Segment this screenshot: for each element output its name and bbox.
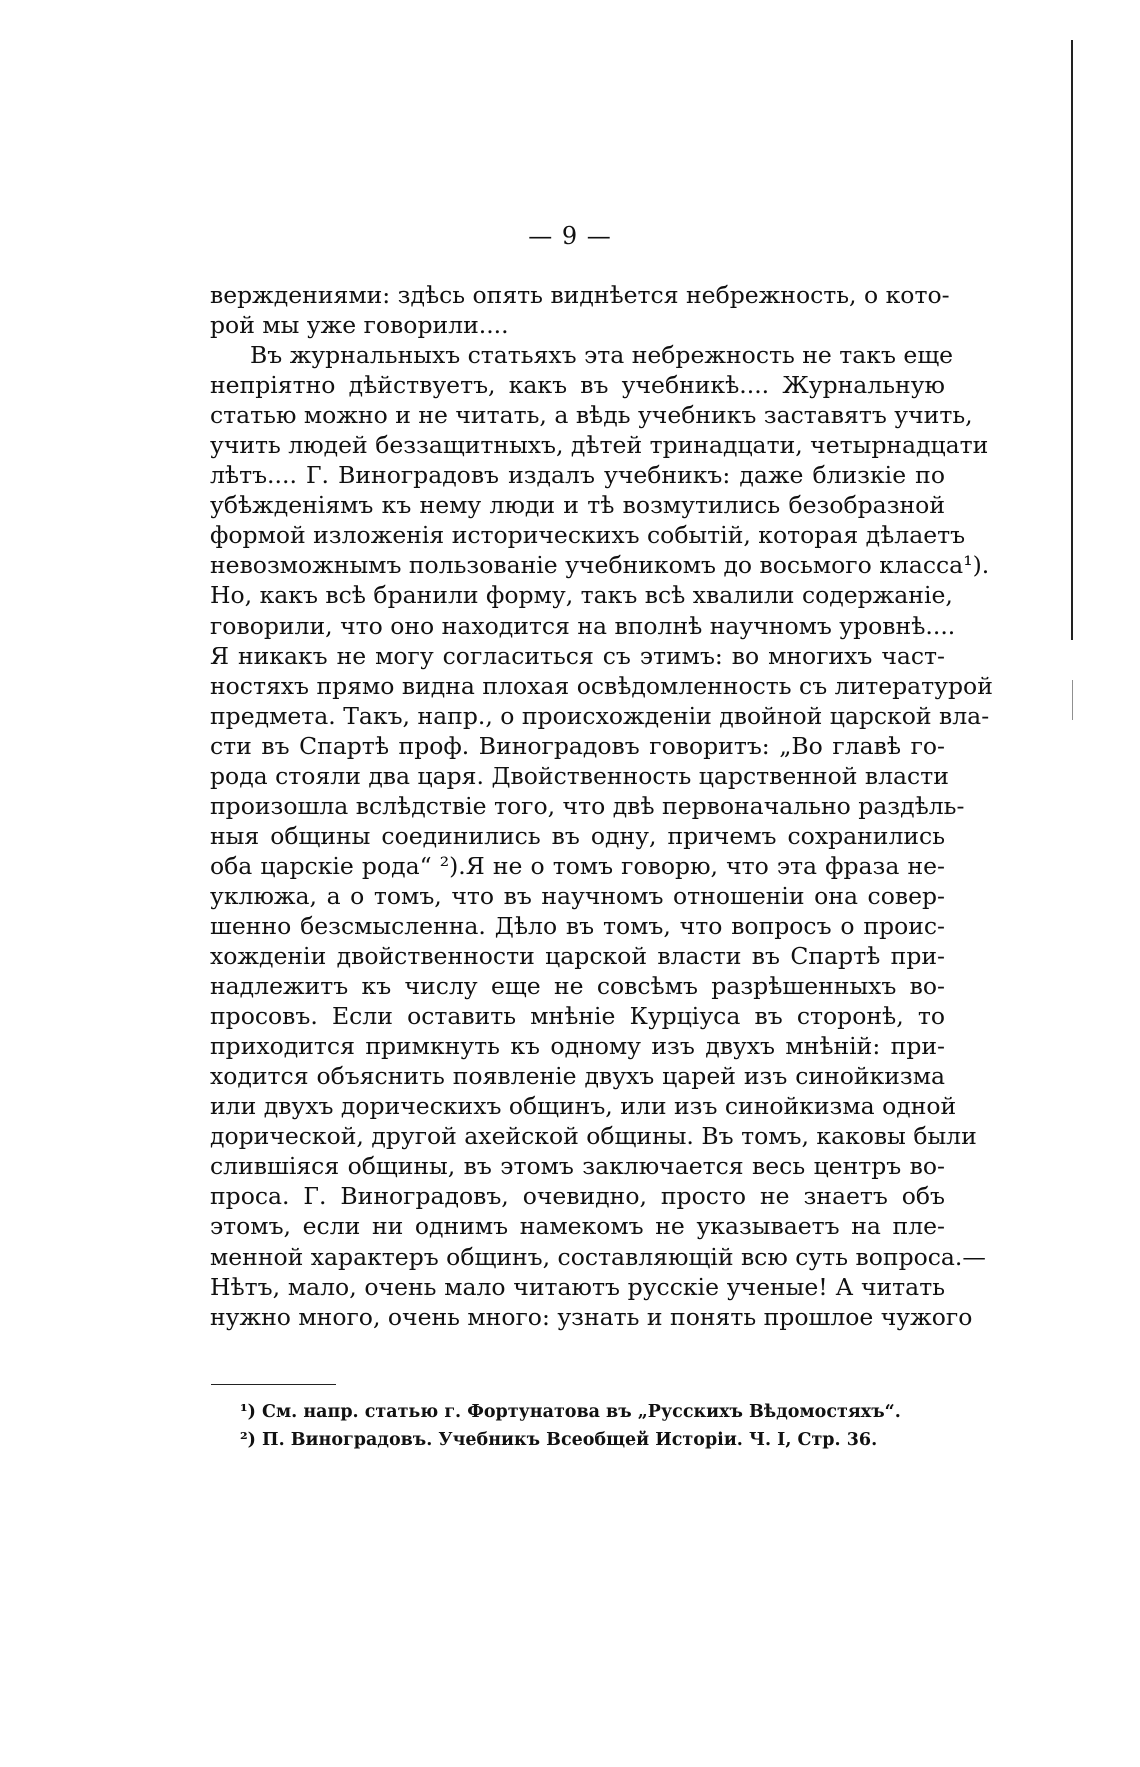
text-line: дорической, другой ахейской общины. Въ томъ, каковы были xyxy=(210,1122,977,1151)
footnote-marker: ²) xyxy=(240,1430,256,1450)
text-line: лѣтъ.... Г. Виноградовъ издалъ учебникъ: даже близкіе по xyxy=(210,461,945,490)
footnote-marker: ¹) xyxy=(240,1402,256,1422)
text-line: ностяхъ прямо видна плохая освѣдомленность съ литературой xyxy=(210,671,993,700)
text-line: нужно много, очень много: узнать и понять прошлое чужого xyxy=(210,1302,973,1331)
text-line: приходится примкнуть къ одному изъ двухъ мнѣній: при- xyxy=(210,1032,945,1061)
text-line: статью можно и не читать, а вѣдь учебникъ заставятъ учить, xyxy=(210,401,973,430)
text-line: ныя общины соединились въ одну, причемъ сохранились xyxy=(210,821,945,850)
text-line: непріятно дѣйствуетъ, какъ въ учебникѣ.... Журнальную xyxy=(210,371,945,400)
footnote-rule xyxy=(211,1384,336,1385)
text-line: Но, какъ всѣ бранили форму, такъ всѣ хвалили содержаніе, xyxy=(210,581,953,610)
body-text xyxy=(210,280,993,1332)
footnotes xyxy=(240,1398,901,1454)
text-line: шенно безсмысленна. Дѣло въ томъ, что вопросъ о проис- xyxy=(210,911,945,940)
text-line: сти въ Спартѣ проф. Виноградовъ говоритъ: „Во главѣ го- xyxy=(210,731,945,760)
text-line: рой мы уже говорили.... xyxy=(210,311,509,340)
footnote-1 xyxy=(240,1398,901,1426)
text-line: Я никакъ не могу согласиться съ этимъ: во многихъ част- xyxy=(210,641,945,670)
text-line: или двухъ дорическихъ общинъ, или изъ синойкизма одной xyxy=(210,1092,957,1121)
text-line: хожденіи двойственности царской власти въ Спартѣ при- xyxy=(210,942,945,971)
scan-line-right-lower xyxy=(1072,680,1073,720)
text-line: ходится объяснить появленіе двухъ царей изъ синойкизма xyxy=(210,1062,945,1091)
footnote-2 xyxy=(240,1426,878,1454)
text-line: рода стояли два царя. Двойственность царственной власти xyxy=(210,761,949,790)
text-line: уклюжа, а о томъ, что въ научномъ отношеніи она совер- xyxy=(210,881,945,910)
text-line: произошла вслѣдствіе того, что двѣ первоначально раздѣль- xyxy=(210,791,965,820)
text-line: формой изложенія историческихъ событій, которая дѣлаетъ xyxy=(210,521,966,550)
text-line: оба царскіе рода“ ²).Я не о томъ говорю, что эта фраза не- xyxy=(210,851,945,880)
page-number xyxy=(0,222,1140,250)
page-number-text: — 9 — xyxy=(528,222,612,250)
text-line: Нѣтъ, мало, очень мало читаютъ русскіе ученые! А читать xyxy=(210,1272,945,1301)
text-line: учить людей беззащитныхъ, дѣтей тринадцати, четырнадцати xyxy=(210,431,989,460)
text-line: убѣжденіямъ къ нему люди и тѣ возмутились безобразной xyxy=(210,491,945,520)
text-line: невозможнымъ пользованіе учебникомъ до восьмого класса¹). xyxy=(210,551,990,580)
text-line: менной характеръ общинъ, составляющій всю суть вопроса.— xyxy=(210,1242,986,1271)
text-line: этомъ, если ни однимъ намекомъ не указываетъ на пле- xyxy=(210,1212,945,1241)
scan-line-right xyxy=(1071,40,1073,640)
text-line: Въ журнальныхъ статьяхъ эта небрежность не такъ еще xyxy=(250,341,954,370)
text-line: предмета. Такъ, напр., о происхожденіи двойной царской вла- xyxy=(210,701,990,730)
text-line: надлежитъ къ числу еще не совсѣмъ разрѣшенныхъ во- xyxy=(210,972,945,1001)
text-line: слившіяся общины, въ этомъ заключается весь центръ во- xyxy=(210,1152,945,1181)
footnote-text: П. Виноградовъ. Учебникъ Всеобщей Исторіи. Ч. I, Стр. 36. xyxy=(262,1430,878,1450)
text-line: верждениями: здѣсь опять виднѣется небрежность, о кото- xyxy=(210,281,950,309)
text-line: говорили, что оно находится на вполнѣ научномъ уровнѣ.... xyxy=(210,611,956,640)
text-line: проса. Г. Виноградовъ, очевидно, просто не знаетъ объ xyxy=(210,1182,945,1211)
text-line: просовъ. Если оставить мнѣніе Курціуса въ сторонѣ, то xyxy=(210,1002,945,1031)
footnote-text: См. напр. статью г. Фортунатова въ „Русскихъ Вѣдомостяхъ“. xyxy=(262,1402,901,1422)
